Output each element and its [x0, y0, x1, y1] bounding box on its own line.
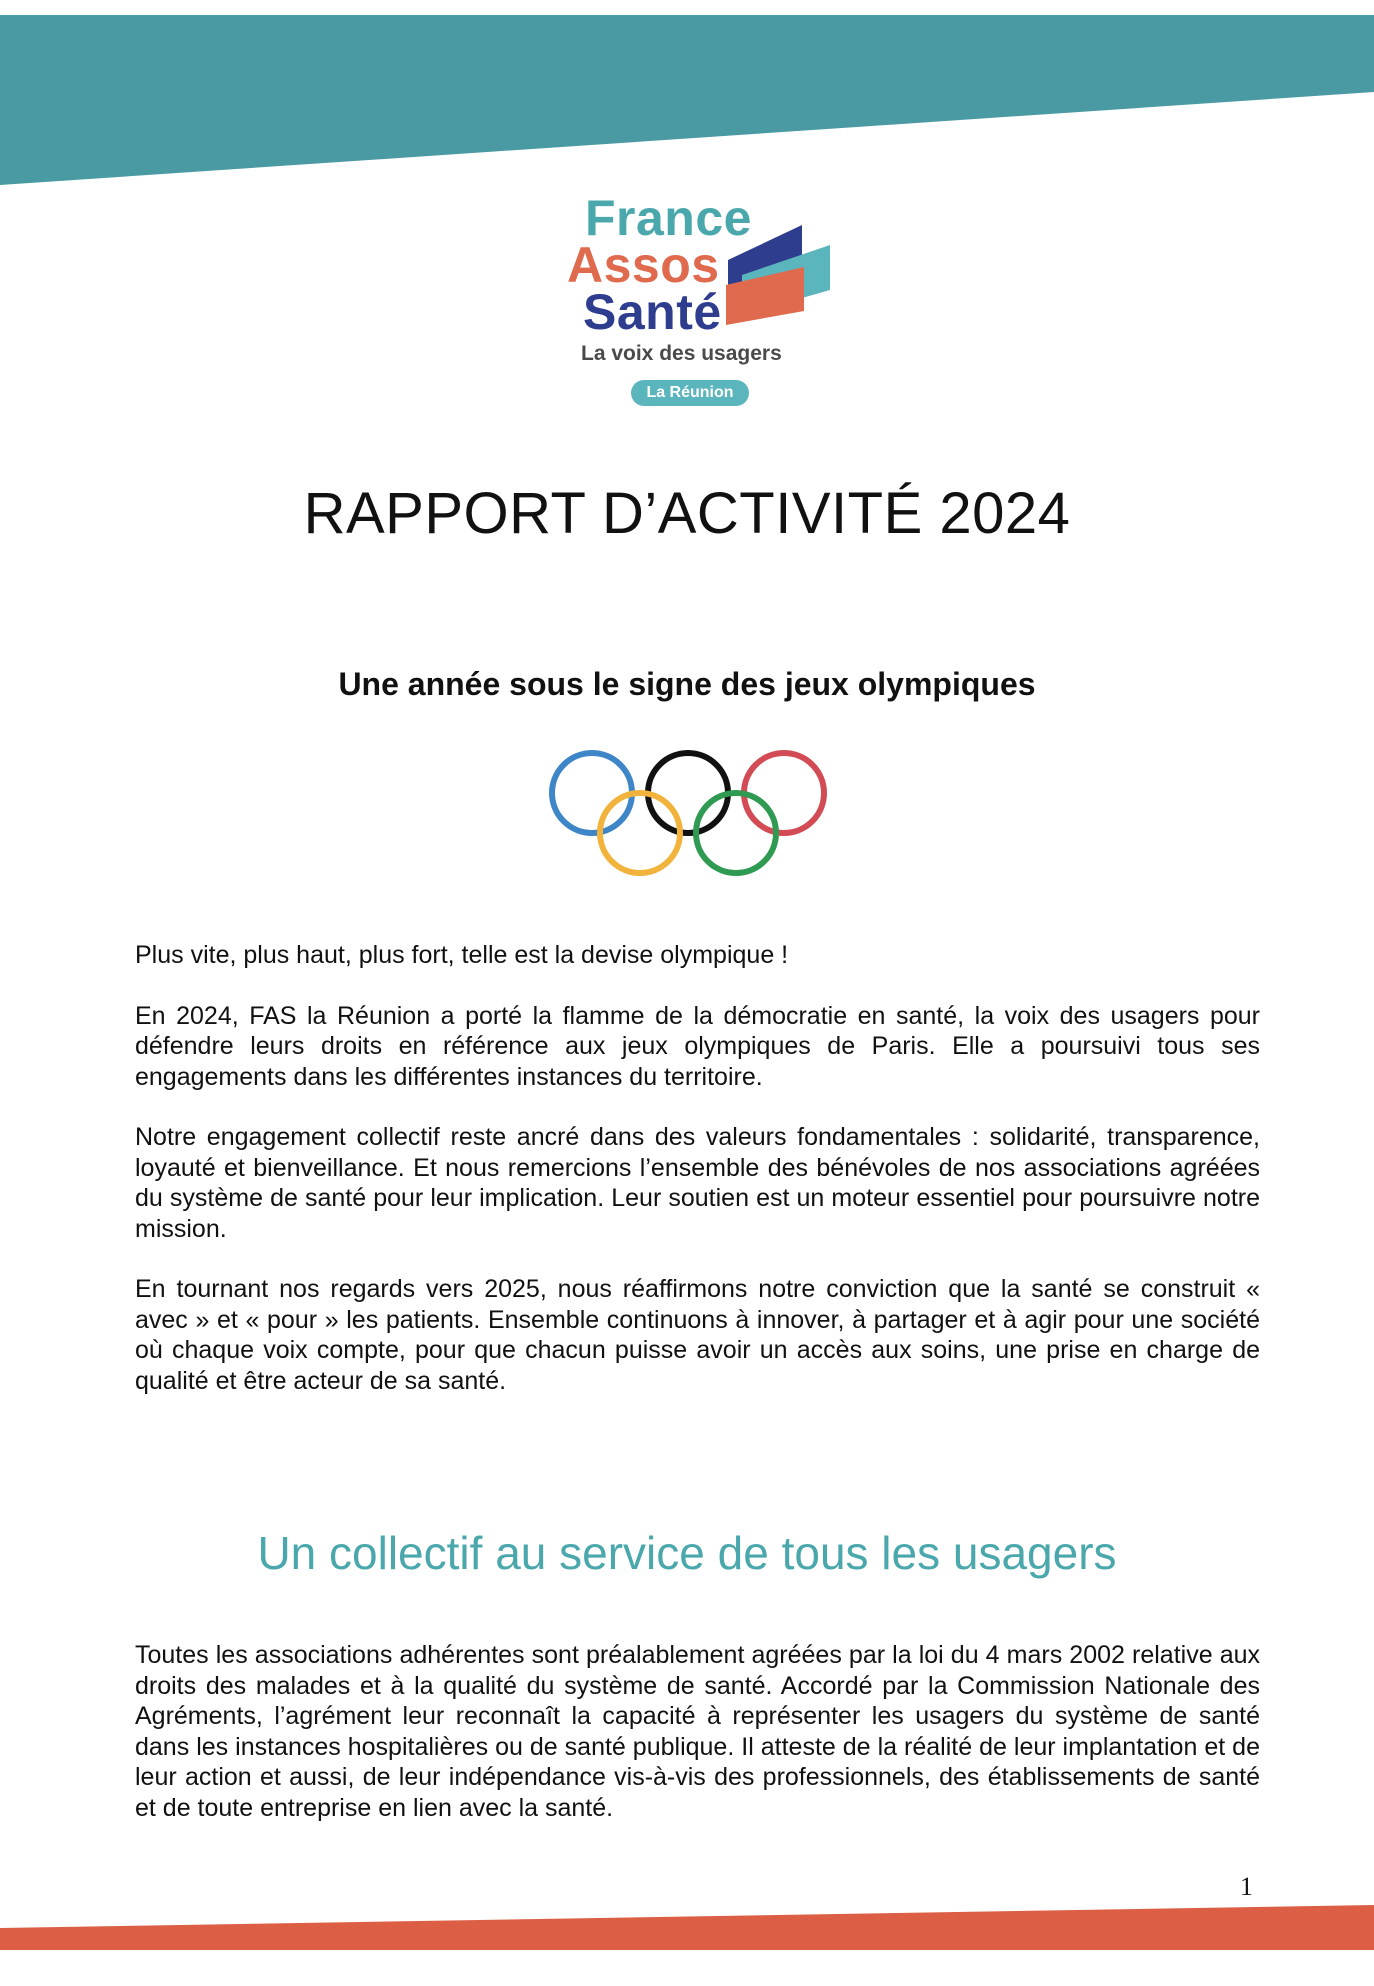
intro-paragraph-motto: Plus vite, plus haut, plus fort, telle est la devise olympique ! — [135, 941, 789, 969]
logo-text-sante: Santé — [583, 284, 722, 340]
logo-ribbon-icon — [720, 225, 840, 335]
logo-text-france: France — [585, 190, 752, 246]
olympic-rings-icon — [540, 745, 840, 885]
intro-paragraph-2025: En tournant nos regards vers 2025, nous réaffirmons notre conviction que la santé se construit « avec » et « pour » les patients. Ensemble continuons à innover, à partager et à agir pour une société où chaque voix compte, pour que chacun puisse avoir un accès aux soins, une prise en charge de qualité et être acteur de sa santé. — [135, 1275, 1260, 1395]
intro-paragraph-values: Notre engagement collectif reste ancré dans des valeurs fondamentales : solidarité, transparence, loyauté et bienveillance. Et nous remercions l’ensemble des bénévoles de nos associations agréées du système de santé pour leur implication. Leur soutien est un moteur essentiel pour poursuivre notre mission. — [135, 1123, 1260, 1243]
logo-tagline: La voix des usagers — [581, 342, 782, 365]
logo-region-badge: La Réunion — [631, 380, 749, 406]
section-paragraph-agrement: Toutes les associations adhérentes sont préalablement agréées par la loi du 4 mars 2002 relative aux droits des malades et à la qualité du système de santé. Accordé par la Commission Nationale des Agréments, l’agrément leur reconnaît la capacité à représenter les usagers du système de santé dans les instances hospitalières ou de santé publique. Il atteste de la réalité de leur implantation et de leur action et aussi, de leur indépendance vis-à-vis des professionnels, des établissements de santé et de toute entreprise en lien avec la santé. — [135, 1641, 1260, 1822]
logo-text-assos: Assos — [567, 237, 720, 293]
report-title: RAPPORT D’ACTIVITÉ 2024 — [303, 481, 1071, 546]
page-number: 1 — [1240, 1872, 1253, 1901]
section-text — [135, 1640, 1260, 1853]
top-decorative-band — [0, 0, 1374, 200]
section-heading: Un collectif au service de tous les usagers — [257, 1527, 1117, 1579]
intro-paragraph-2024: En 2024, FAS la Réunion a porté la flamme de la démocratie en santé, la voix des usagers pour défendre leurs droits en référence aux jeux olympiques de Paris. Elle a poursuivi tous ses engagements dans les différentes instances du territoire. — [135, 1001, 1260, 1091]
bottom-decorative-band — [0, 1890, 1374, 1950]
report-subtitle: Une année sous le signe des jeux olympiques — [338, 666, 1036, 702]
france-assos-sante-logo — [555, 185, 845, 415]
intro-text — [135, 940, 1260, 1426]
